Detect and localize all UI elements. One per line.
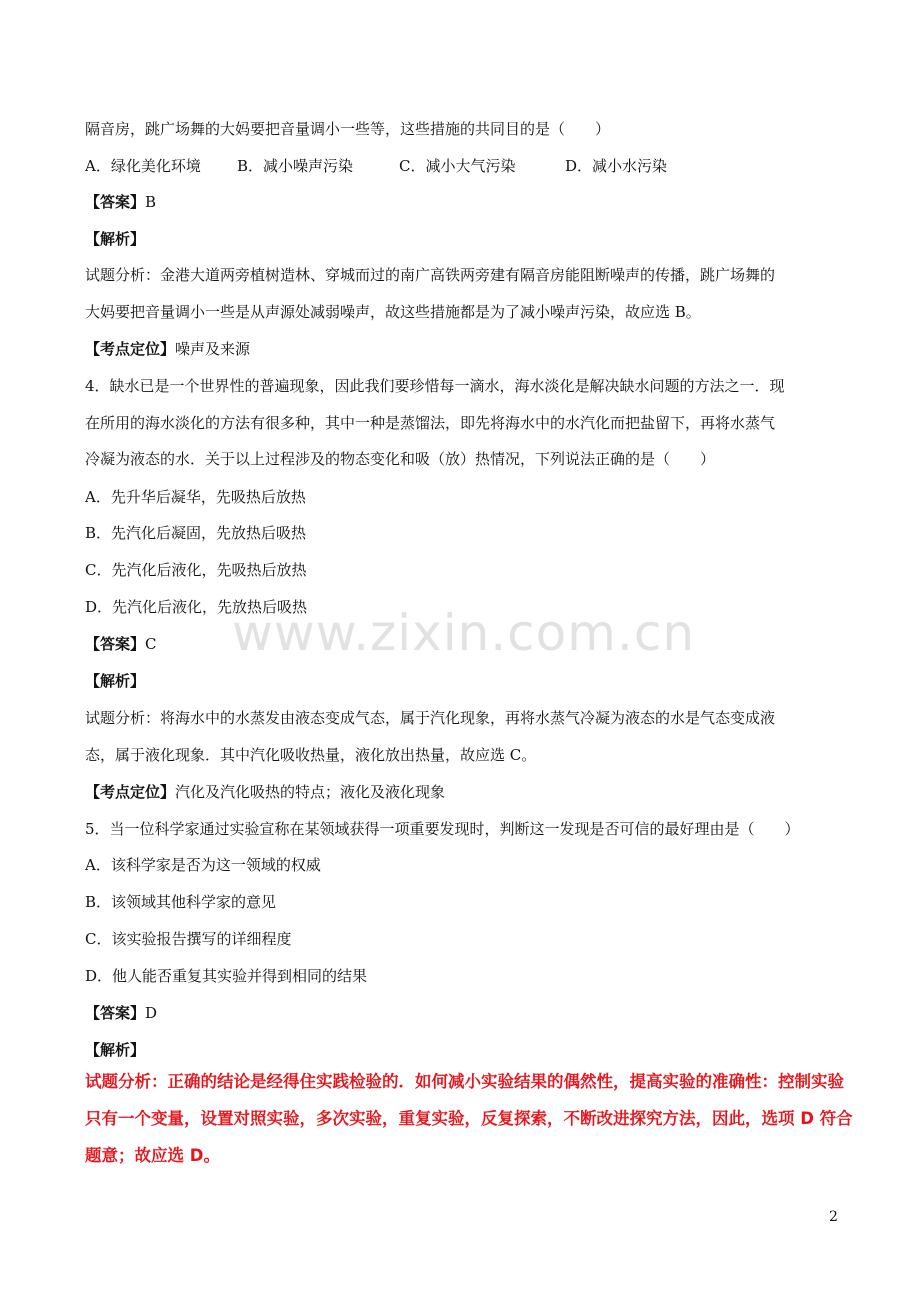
q4-answer-label: 【答案】 xyxy=(85,635,146,653)
q4-analysis-line-2: 态，属于液化现象．其中汽化吸收热量，液化放出热量，故应选 C。 xyxy=(85,746,537,764)
q5-stem: 5．当一位科学家通过实验宣称在某领域获得一项重要发现时，判断这一发现是否可信的最好理由是（ ） xyxy=(85,820,800,838)
q3-option-d: D．减小水污染 xyxy=(565,157,668,175)
q4-option-c: C．先汽化后液化，先吸热后放热 xyxy=(85,561,307,579)
q5-analysis-line-1: 试题分析：正确的结论是经得住实践检验的．如何减小实验结果的偶然性，提高实验的准确性：控制实验 xyxy=(85,1072,844,1091)
q3-analysis-line-1: 试题分析：金港大道两旁植树造林、穿城而过的南广高铁两旁建有隔音房能阻断噪声的传播，跳广场舞的 xyxy=(85,266,776,284)
q4-stem-line-1: 4．缺水已是一个世界性的普遍现象，因此我们要珍惜每一滴水，海水淡化是解决缺水问题的方法之一．现 xyxy=(85,377,785,395)
q4-keypoint-value: 汽化及汽化吸热的特点；液化及液化现象 xyxy=(175,783,446,801)
q3-analysis-line-2: 大妈要把音量调小一些是从声源处减弱噪声，故这些措施都是为了减小噪声污染，故应选 B。 xyxy=(85,303,701,321)
q4-option-a: A．先升华后凝华，先吸热后放热 xyxy=(85,488,306,506)
page-number: 2 xyxy=(829,1209,838,1225)
q4-keypoint xyxy=(85,782,445,802)
q4-option-d: D．先汽化后液化，先放热后吸热 xyxy=(85,598,308,616)
q3-option-a: A．绿化美化环境 xyxy=(85,157,201,175)
q4-analysis-label: 【解析】 xyxy=(85,672,146,690)
q3-analysis-label: 【解析】 xyxy=(85,230,146,248)
q5-answer xyxy=(85,1003,157,1023)
q4-stem-line-3: 冷凝为液态的水．关于以上过程涉及的物态变化和吸（放）热情况，下列说法正确的是（ ） xyxy=(85,450,716,468)
q3-keypoint-label: 【考点定位】 xyxy=(85,340,176,358)
q3-answer-value: B xyxy=(145,193,157,211)
q3-stem-tail: 隔音房，跳广场舞的大妈要把音量调小一些等，这些措施的共同目的是（ ） xyxy=(85,120,611,138)
q5-analysis-label: 【解析】 xyxy=(85,1041,146,1059)
q3-answer-label: 【答案】 xyxy=(85,193,146,211)
q3-answer xyxy=(85,192,156,212)
q3-keypoint xyxy=(85,339,250,359)
q5-analysis-line-2: 只有一个变量，设置对照实验，多次实验，重复实验，反复探索，不断改进探究方法，因此，选项 D 符合 xyxy=(85,1109,853,1128)
q5-option-a: A．该科学家是否为这一领域的权威 xyxy=(85,856,321,874)
q4-option-b: B．先汽化后凝固，先放热后吸热 xyxy=(85,524,307,542)
q4-stem-line-2: 在所用的海水淡化的方法有很多种，其中一种是蒸馏法，即先将海水中的水汽化而把盐留下，再将水蒸气 xyxy=(85,414,776,432)
q5-analysis-line-3: 题意；故应选 D。 xyxy=(85,1146,220,1165)
q5-option-b: B．该领域其他科学家的意见 xyxy=(85,893,277,911)
q4-answer xyxy=(85,634,157,654)
q5-option-c: C．该实验报告撰写的详细程度 xyxy=(85,930,292,948)
q3-keypoint-value: 噪声及来源 xyxy=(175,340,251,358)
q4-keypoint-label: 【考点定位】 xyxy=(85,783,176,801)
q3-options xyxy=(85,156,667,176)
q4-analysis-line-1: 试题分析：将海水中的水蒸发由液态变成气态，属于汽化现象，再将水蒸气冷凝为液态的水是气态变成液 xyxy=(85,709,776,727)
watermark: www.zixin.com.cn xyxy=(232,604,696,662)
q5-option-d: D．他人能否重复其实验并得到相同的结果 xyxy=(85,967,368,985)
q5-answer-label: 【答案】 xyxy=(85,1004,146,1022)
q5-answer-value: D xyxy=(145,1004,158,1022)
q4-answer-value: C xyxy=(145,635,157,653)
q3-option-c: C．减小大气污染 xyxy=(399,157,516,175)
q3-option-b: B．减小噪声污染 xyxy=(237,157,354,175)
